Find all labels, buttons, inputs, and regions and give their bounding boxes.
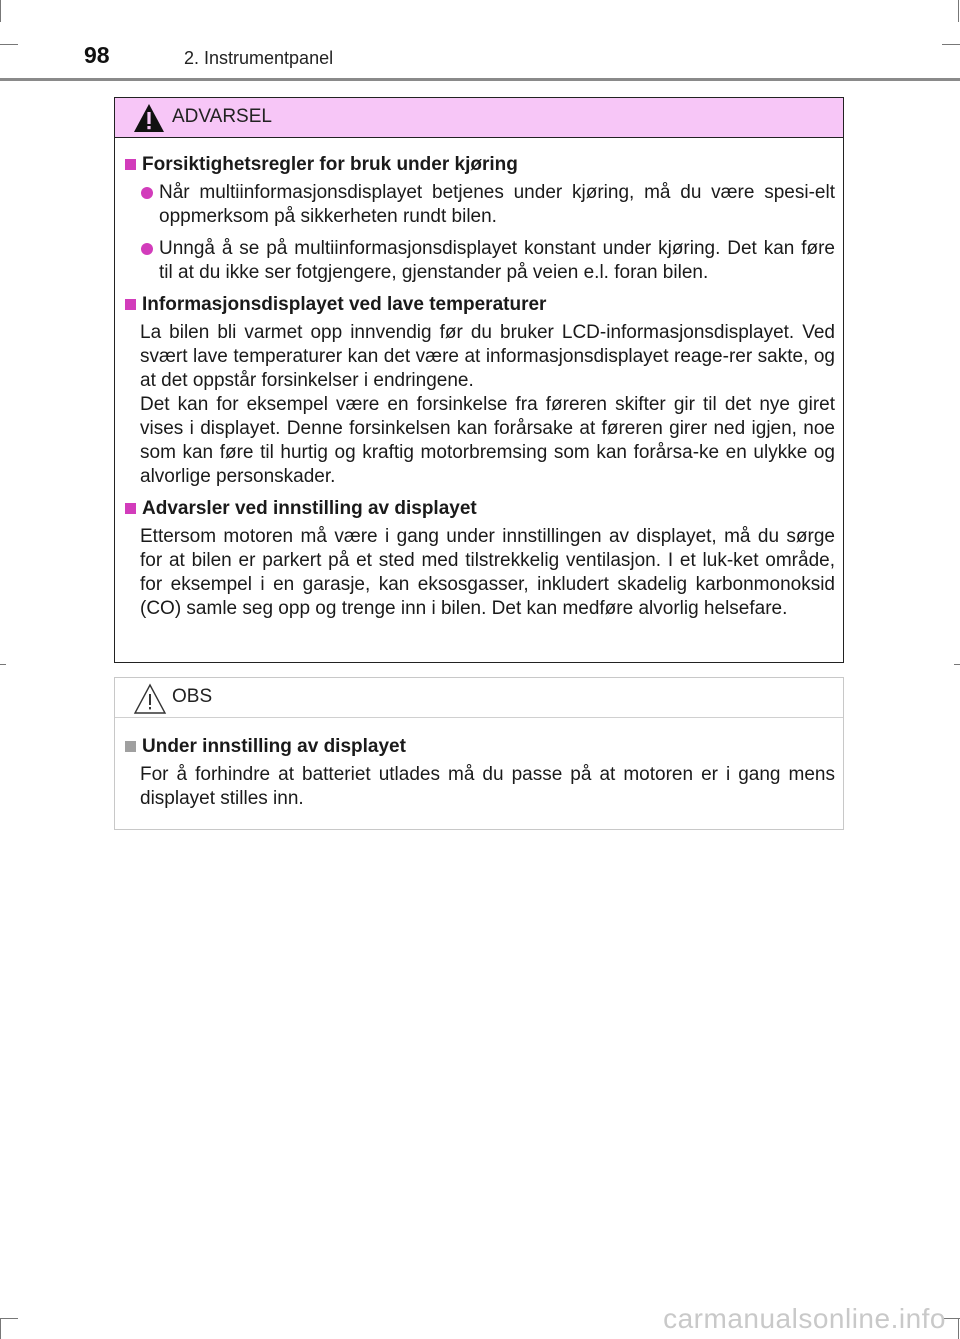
warning-heading-driving: Forsiktighetsregler for bruk under kjøring bbox=[123, 153, 835, 176]
square-bullet-icon bbox=[125, 741, 136, 752]
list-item: Når multiinformasjonsdisplayet betjenes under kjøring, må du være spesi-elt oppmerksom på sikkerheten rundt bilen. bbox=[129, 181, 835, 229]
crop-mark bbox=[942, 44, 960, 45]
caution-box bbox=[114, 677, 844, 830]
circle-bullet-icon bbox=[141, 243, 153, 255]
paragraph: La bilen bli varmet opp innvendig før du bruker LCD-informasjonsdisplayet. Ved svært lave temperaturer kan det være at informasjonsdisplayet reage-rer sakte, og at det oppstår forsinkelser i endringene. bbox=[140, 322, 835, 391]
crop-mark bbox=[0, 664, 6, 665]
square-bullet-icon bbox=[125, 159, 136, 170]
page-number: 98 bbox=[84, 42, 110, 68]
crop-mark bbox=[0, 1318, 1, 1339]
paragraph: For å forhindre at batteriet utlades må du passe på at motoren er i gang mens displayet stilles inn. bbox=[140, 764, 835, 809]
crop-mark bbox=[0, 44, 18, 45]
crop-mark bbox=[958, 0, 959, 22]
warning-heading-settings: Advarsler ved innstilling av displayet bbox=[123, 497, 835, 520]
warning-title: ADVARSEL bbox=[172, 106, 272, 127]
warning-body bbox=[115, 138, 843, 621]
section-title: 2. Instrumentpanel bbox=[184, 48, 334, 68]
caution-triangle-icon bbox=[133, 683, 167, 715]
header-divider bbox=[0, 78, 960, 81]
crop-mark bbox=[0, 1318, 18, 1319]
crop-mark bbox=[958, 1318, 959, 1339]
warning-header bbox=[115, 98, 843, 138]
paragraph: Det kan for eksempel være en forsinkelse fra føreren skifter gir til det nye giret vises i displayet. Denne forsinkelsen kan forårsake at føreren girer ned igjen, noe som kan føre til hurtig og kraftig motorbremsing som kan forårsa-ke en ulykke og alvorlige personskader. bbox=[140, 394, 835, 487]
circle-bullet-icon bbox=[141, 187, 153, 199]
caution-header bbox=[115, 678, 843, 718]
crop-mark bbox=[0, 0, 1, 22]
warning-heading-temperature: Informasjonsdisplayet ved lave temperaturer bbox=[123, 293, 835, 316]
square-bullet-icon bbox=[125, 503, 136, 514]
square-bullet-icon bbox=[125, 299, 136, 310]
paragraph: Ettersom motoren må være i gang under innstillingen av displayet, må du sørge for at bilen er parkert på et sted med tilstrekkelig ventilasjon. I et luk-ket område, for eksempel i en garasje, kan eksosgasser, inkludert skadelig karbonmonoksid (CO) samle seg opp og trenge inn i bilen. Det kan medføre alvorlig helsefare. bbox=[140, 526, 835, 619]
caution-body bbox=[115, 718, 843, 811]
warning-box bbox=[114, 97, 844, 663]
watermark: carmanualsonline.info bbox=[663, 1303, 946, 1334]
caution-heading-settings: Under innstilling av displayet bbox=[123, 735, 835, 758]
caution-title: OBS bbox=[172, 686, 213, 707]
list-item: Unngå å se på multiinformasjonsdisplayet konstant under kjøring. Det kan føre til at du ikke ser fotgjengere, gjenstander på veien e.l. foran bilen. bbox=[129, 237, 835, 285]
crop-mark bbox=[954, 664, 960, 665]
warning-triangle-icon bbox=[133, 103, 165, 133]
